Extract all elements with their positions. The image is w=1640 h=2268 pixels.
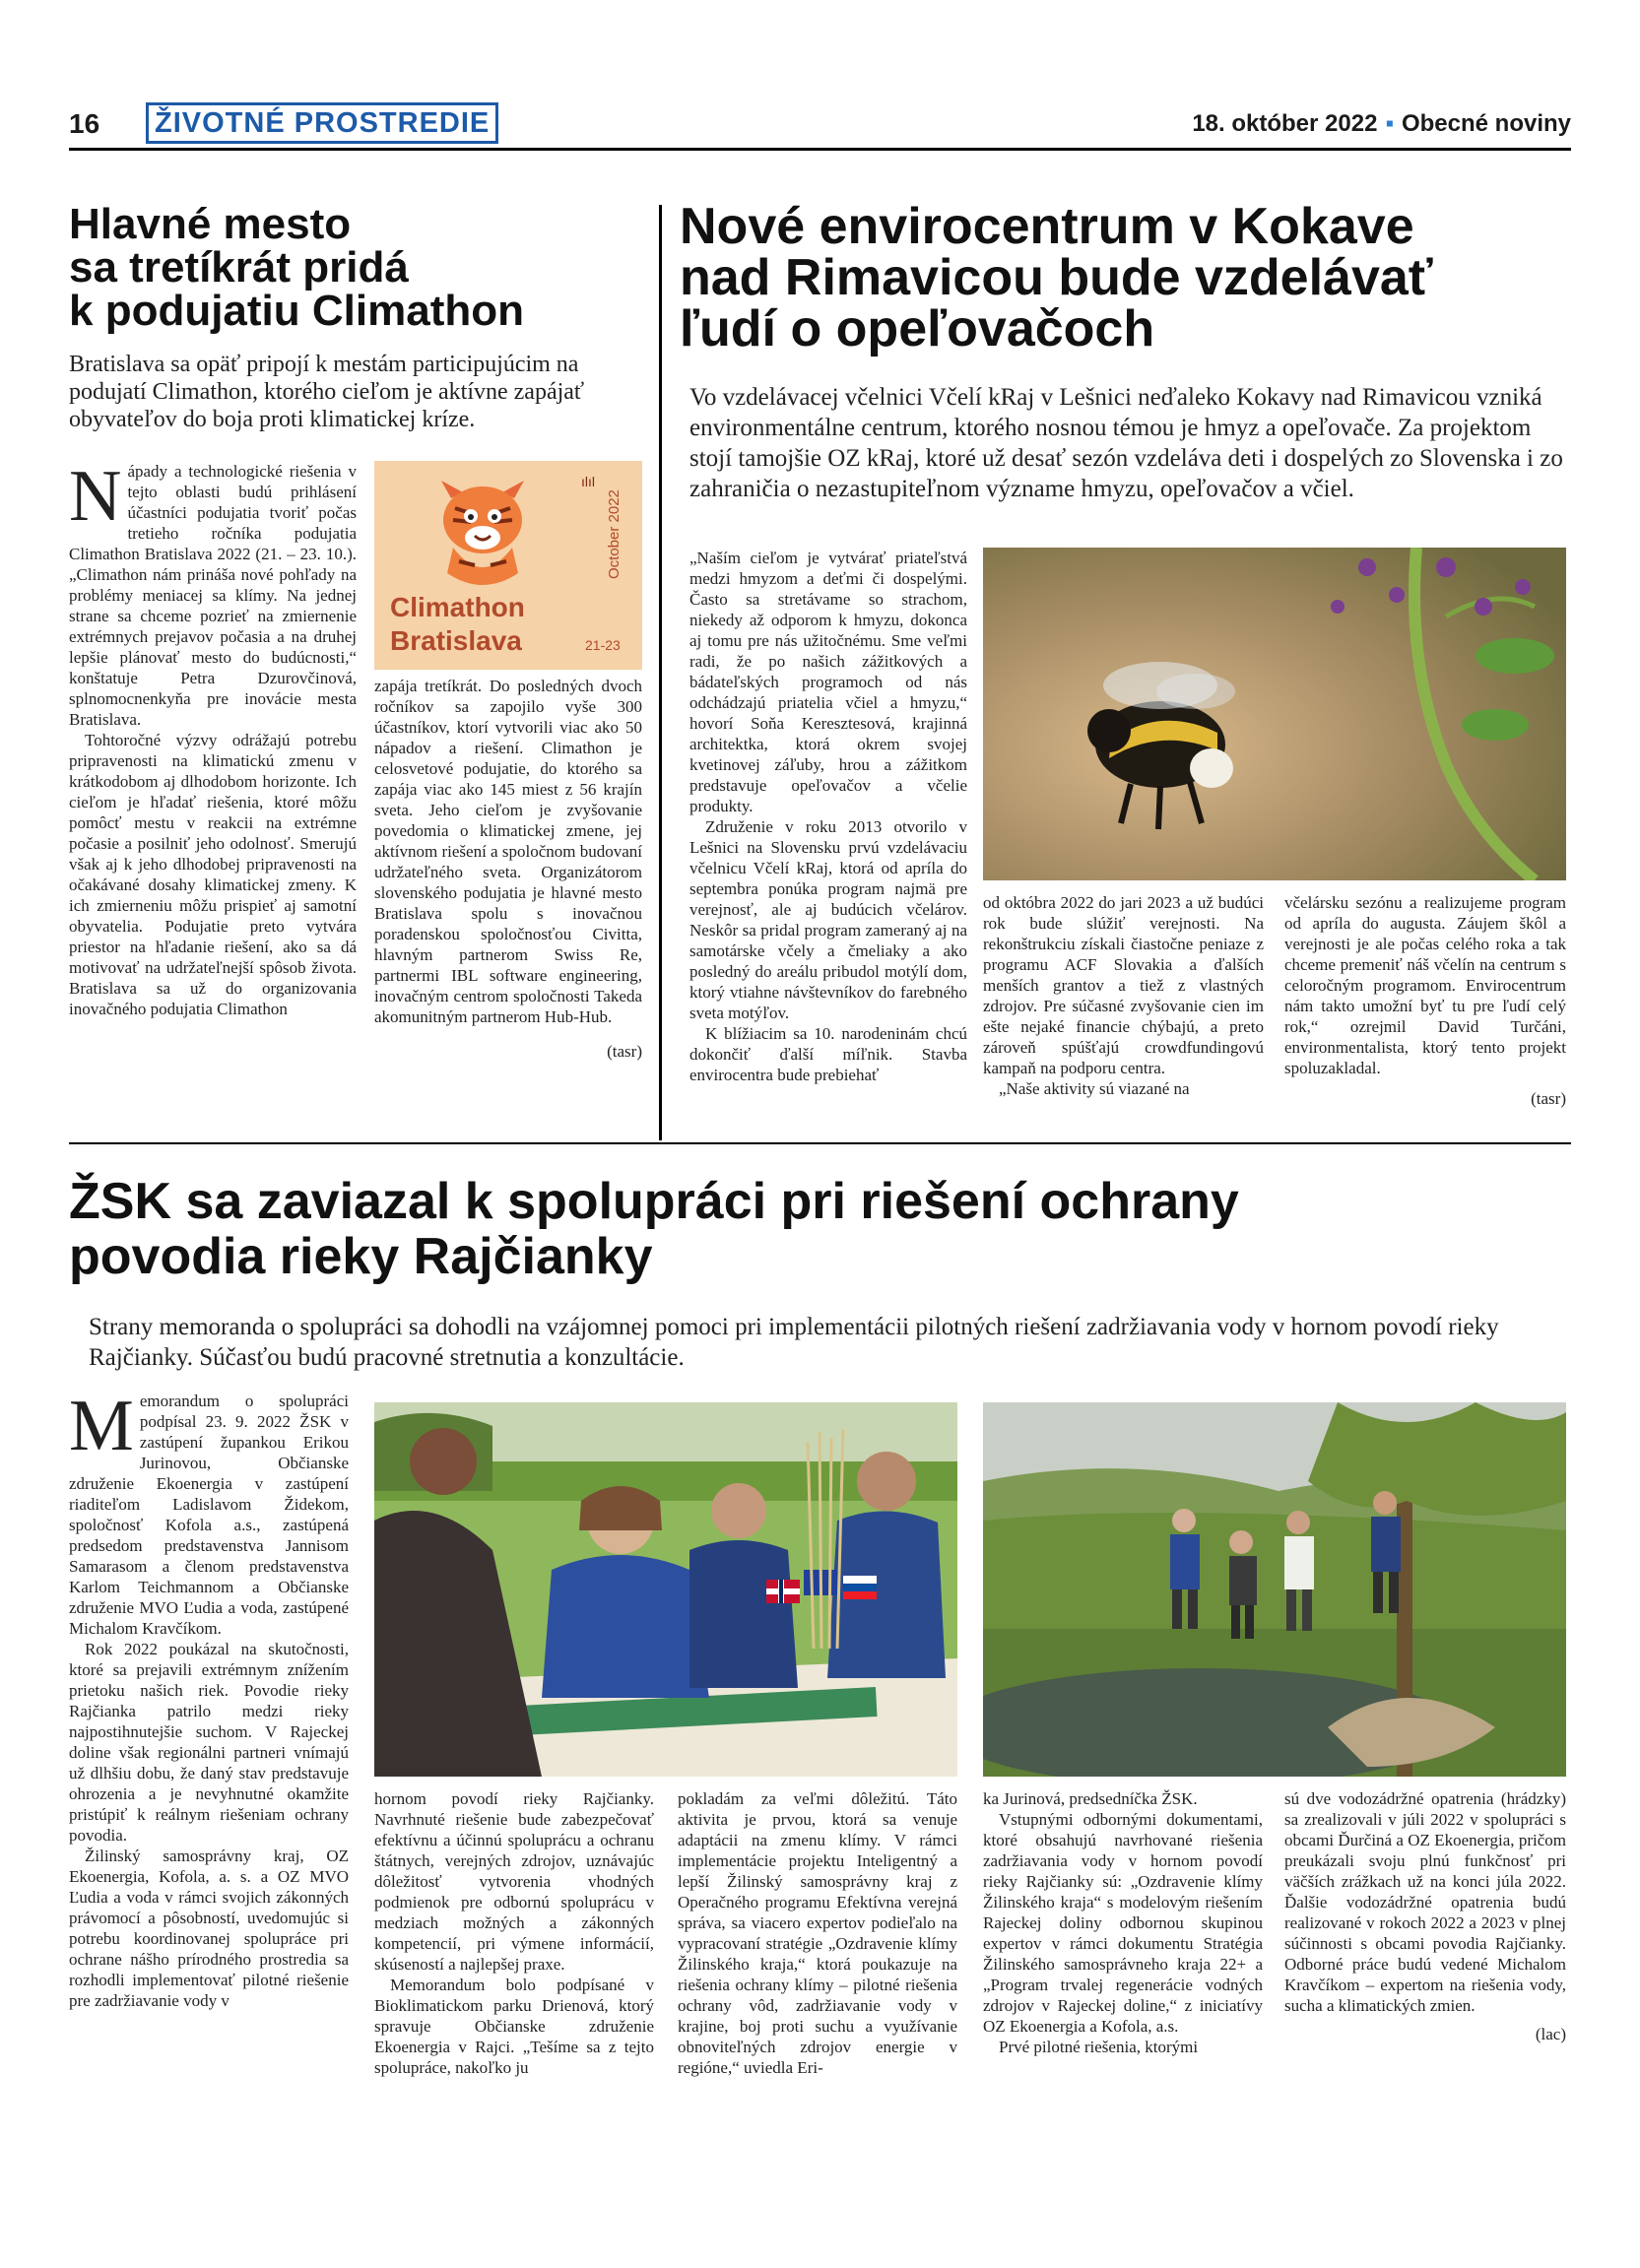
paragraph: od októbra 2022 do jari 2023 a už budúci rok bude slúžiť verejnosti. Na rekonštrukciu získali čiastočne peniaze z programu ACF Slovakia a ďalších menších grantov a tiež z vlastných zdrojov. Pre súčasné zvyšovanie cien im ešte nejaké financie chýbajú, a preto zároveň spúšťajú crowdfundingovú kampaň na podporu centra. <box>983 893 1264 1077</box>
issue-info <box>1192 110 1571 138</box>
article3-signature: (lac) <box>1535 2025 1566 2043</box>
headline-line: povodia rieky Rajčianky <box>69 1228 653 1285</box>
article3-column-3 <box>678 1788 957 2078</box>
paragraph: Žilinský samosprávny kraj, OZ Ekoenergia, Kofola, a. s. a OZ MVO Ľudia a voda v rámci svojich zákonných právomocí a pôsobností, uvedomujúc si potrebu koordinovanej spolupráce pri ochrane nášho prírodného prostredia sa rozhodli implementovať pilotné riešenie pre zadržiavanie vody v <box>69 1847 349 2010</box>
paragraph: ka Jurinová, predsedníčka ŽSK. <box>983 1789 1198 1808</box>
paragraph: Memorandum bolo podpísané v Bioklimatickom parku Drienová, ktorý spravuje Občianske združenie Ekoenergia v Rajci. „Tešíme sa z tejto spolupráce, nakoľko ju <box>374 1976 654 2077</box>
paragraph: Združenie v roku 2013 otvorilo v Lešnici na Slovensku prvú vzdelávaciu včelnicu Včelí kRaj, ktorá od apríla do septembra ponúka program najmä pre verejnosť, ale aj budúcich včelárov. Neskôr sa pridal program zameraný aj na samotárske včely a čmeliaky a ako posledný do areálu pribudol motýlí dom, ktorý vtiahne návštevníkov do farebného sveta motýľov. <box>689 817 967 1022</box>
paragraph: „Naše aktivity sú viazané na <box>999 1079 1190 1098</box>
publication-name: Obecné noviny <box>1401 110 1571 137</box>
article3-column-5 <box>1284 1788 1566 2044</box>
paragraph: Tohtoročné výzvy odrážajú potrebu pripravenosti na klimatickú zmenu v krátkodobom aj dlhodobom horizonte. Ich cieľom je hľadať riešenia, ktoré môžu pomôcť mestu v reakcii na extrémne počasie a posilniť jeho odolnosť. Smerujú však aj k jeho dlhodobej pripravenosti na očakávané dosahy klimatickej zmeny. K ich zmierneniu môžu prispieť aj samotní obyvatelia. Podujatie preto vytvára priestor na hľadanie riešení, ako sa dá motivovať na udržateľnejší spôsob života. Bratislava sa už do organizovania inovačného podujatia Climathon <box>69 731 357 1018</box>
paragraph: Rok 2022 poukázal na skutočnosti, ktoré sa prejavili extrémnym znížením prietoku našich riek. Povodie rieky Rajčianka patrilo medzi rieky najpostihnutejšie suchom. V Rajeckej doline však regionálni partneri vnímajú už dlhšiu dobu, že daný stav predstavuje ohrozenia a je nevyhnutné okamžite pristúpiť k reálnym riešeniam ochrany povodia. <box>69 1640 349 1845</box>
article2-column-3 <box>1284 892 1566 1109</box>
logo-city: Bratislava <box>390 625 522 656</box>
article1-column-2 <box>374 676 642 1062</box>
article2-column-1 <box>689 548 967 1085</box>
logo-dates: 21-23 <box>585 637 621 653</box>
headline-line: Hlavné mesto <box>69 200 352 248</box>
paragraph: Prvé pilotné riešenia, ktorými <box>999 2038 1199 2056</box>
headline-line: ŽSK sa zaviazal k spolupráci pri riešení ochrany <box>69 1173 1239 1230</box>
tiger-mascot-icon <box>374 461 642 670</box>
header-rule <box>69 148 1571 151</box>
headline-line: k podujatiu Climathon <box>69 287 524 335</box>
paragraph: Vstupnými odbornými dokumentami, ktoré obsahujú navrhované riešenia zadržiavania vody v hornom povodí rieky Rajčianky sú: „Ozdravenie klímy Žilinského kraja“ s modelovým riešením Rajeckej doliny odbornou skupinou expertov v rámci dokumentu Stratégia Žilinského samosprávneho kraja 22+ a „Program trvalej regenerácie vodných zdrojov v Rajeckej doline,“ z iniciatívy OZ Ekoenergia a Kofola, a.s. <box>983 1810 1263 2036</box>
headline-line: nad Rimavicou bude vzdelávať <box>680 249 1433 306</box>
article3-lead: Strany memoranda o spolupráci sa dohodli na vzájomnej pomoci pri implementácii pilotných riešení zadržiavania vody v hornom povodí rieky Rajčianky. Súčasťou budú pracovné stretnutia a konzultácie. <box>89 1314 1499 1371</box>
paragraph: včelársku sezónu a realizujeme program od apríla do augusta. Záujem škôl a verejnosti je ale počas celého roka a tak chceme premeniť náš včelín na centrum s celoročným programom. Envirocentrum nám takto umožní byť tu pre ľudí celý rok,“ ozrejmil David Turčáni, environmentalista, ktorý tento projekt spoluzakladal. <box>1284 893 1566 1077</box>
article3-headline <box>69 1174 1571 1284</box>
logo-month: October 2022 <box>606 489 623 579</box>
article1-headline <box>69 200 640 335</box>
paragraph: K blížiacim sa 10. narodeninám chcú dokončiť ďalší míľnik. Stavba envirocentra bude prebiehať <box>689 1024 967 1084</box>
article2-signature: (tasr) <box>1531 1089 1566 1108</box>
headline-line: Nové envirocentrum v Kokave <box>680 198 1414 255</box>
article2-column-2 <box>983 892 1264 1099</box>
paragraph: emorandum o spolupráci podpísal 23. 9. 2022 ŽSK v zastúpení župankou Erikou Jurinovou, Občianske združenie Ekoenergia v zastúpení riaditeľom Ladislavom Židekom, spoločnosť Kofola a.s., zastúpená predsedom predstavenstva Jannisom Samarasom a členom predstavenstva Karlom Teichmannom a Občianske združenie MVO Ľudia a voda, zastúpené Michalom Kravčíkom. <box>69 1392 349 1638</box>
park-visit-photo <box>983 1402 1566 1777</box>
paragraph: ápady a technologické riešenia v tejto oblasti budú prihlásení účastníci podujatia tvoriť počas tretieho ročníka podujatia Climathon Bratislava 2022 (21. – 23. 10.). „Climathon nám prináša nové pohľady na problémy meniacej sa klímy. Na jednej strane sa chceme pozrieť na zmiernenie extrémnych prejavov počasia a na druhej lepšie plánovať mesto do budúcnosti,“ konštatuje Petra Dzurovčinová, splnomocnenkyňa pre inovácie mesta Bratislava. <box>69 462 357 729</box>
page-number: 16 <box>69 108 100 139</box>
article1-signature: (tasr) <box>607 1042 642 1061</box>
paragraph: hornom povodí rieky Rajčianky. Navrhnuté riešenie bude zabezpečovať efektívnu a účinnú spoluprácu a ochranu štátnych, verejných zdrojov, uznávajúc dôležitosť vytvorenia vhodných podmienok pre odbornú spoluprácu v medziach možných a zákonných kompetencií, pri výmene informácií, skúseností a najlepšej praxe. <box>374 1789 654 1974</box>
issue-date: 18. október 2022 <box>1192 110 1378 137</box>
memorandum-signing-photo <box>374 1402 957 1777</box>
paragraph: „Naším cieľom je vytvárať priateľstvá medzi hmyzom a deťmi či dospelými. Často sa stretávame so strachom, niekedy až odporom k hmyzu, dokonca aj tomu pre nás užitočnému. Sme veľmi radi, že po našich zážitkových a bádateľských programoch od nás odchádzajú priatelia včiel a hmyzu,“ hovorí Soňa Keresztesová, krajinná architektka, ktorá okrem svojej kvetinovej záľuby, hrou a zážitkom predstavuje opeľovačov a včelie produkty. <box>689 549 967 815</box>
headline-line: sa tretíkrát pridá <box>69 243 409 292</box>
dropcap: M <box>69 1386 134 1466</box>
separator-dot: ▪ <box>1385 110 1394 137</box>
paragraph: zapája tretíkrát. Do posledných dvoch ročníkov sa zapojilo vyše 300 účastníkov, ktorí vytvorili viac ako 50 nápadov a riešení. Climathon je celosvetové podujatie, do ktorého sa zapája viac ako 145 miest z 56 krajín sveta. Jeho cieľom je zvyšovanie povedomia o klimatickej zmene, jej aktívnom riešení a spoločnom budovaní udržateľného sveta. Organizátorom slovenského podujatia je hlavné mesto Bratislava spolu s inovačnou poradenskou spoločnosťou Civitta, hlavným partnerom Swiss Re, partnermi IBL software engineering, inovačným centrom spoločnosti Takeda akomunitným partnerom Hub-Hub. <box>374 677 642 1026</box>
paragraph: pokladám za veľmi dôležitú. Táto aktivita je prvou, ktorá sa venuje adaptácii na zmenu klímy. V rámci implementácie projektu Inteligentný a lepší Žilinský samosprávny kraj z Operačného programu Efektívna verejná správa, sa viacero expertov podieľalo na vypracovaní stratégie „Ozdravenie klímy Žilinského kraja,“ ktorá poukazuje na riešenia ochrany klímy – pilotné riešenia ochrany vôd, zadržiavanie vody v krajine, boj proti suchu a využívanie obnoviteľných zdrojov energie v regióne,“ uviedla Eri- <box>678 1789 957 2077</box>
article2-lead: Vo vzdelávacej včelnici Včelí kRaj v Lešnici neďaleko Kokavy nad Rimavicou vzniká environmentálne centrum, ktorého nosnou témou je hmyz a opeľovače. Za projektom stojí tamojšie OZ kRaj, ktoré už desať sezón vzdeláva deti i dospelých zo Slovenska i zo zahraničia o nezastupiteľnom význame hmyzu, opeľovačov a včiel. <box>689 384 1563 502</box>
logo-title: Climathon <box>390 592 525 622</box>
article3-column-4 <box>983 1788 1263 2057</box>
climathon-logo <box>374 461 642 670</box>
bumblebee-photo <box>983 548 1566 880</box>
paragraph: sú dve vodozádržné opatrenia (hrádzky) sa zrealizovali v júli 2022 v spolupráci s obcami Ďurčiná a OZ Ekoenergia, pričom preukázali svoju plnú funkčnosť pri väčších zrážkach už na konci júla 2022. Ďalšie vodozádržné opatrenia budú realizované v rokoch 2022 a 2023 v plnej súčinnosti s obcami povodia Rajčianky. Odborné práce budú vedené Michalom Kravčíkom – expertom na riešenia vody, sucha a klimatických zmien. <box>1284 1789 1566 2015</box>
article3-column-1 <box>69 1386 349 2011</box>
article2-headline <box>680 198 1566 357</box>
article1-lead: Bratislava sa opäť pripojí k mestám participujúcim na podujatí Climathon, ktorého cieľom je aktívne zapájať obyvateľov do boja proti klimatickej kríze. <box>69 352 585 432</box>
section-title: ŽIVOTNÉ PROSTREDIE <box>146 102 498 144</box>
headline-line: ľudí o opeľovačoch <box>680 300 1155 357</box>
section-divider <box>69 1142 1571 1144</box>
column-divider <box>659 205 662 1140</box>
dropcap: N <box>69 456 122 537</box>
article3-column-2 <box>374 1788 654 2078</box>
article1-column-1 <box>69 456 357 1019</box>
svg-text:ılıl: ılıl <box>581 474 595 489</box>
